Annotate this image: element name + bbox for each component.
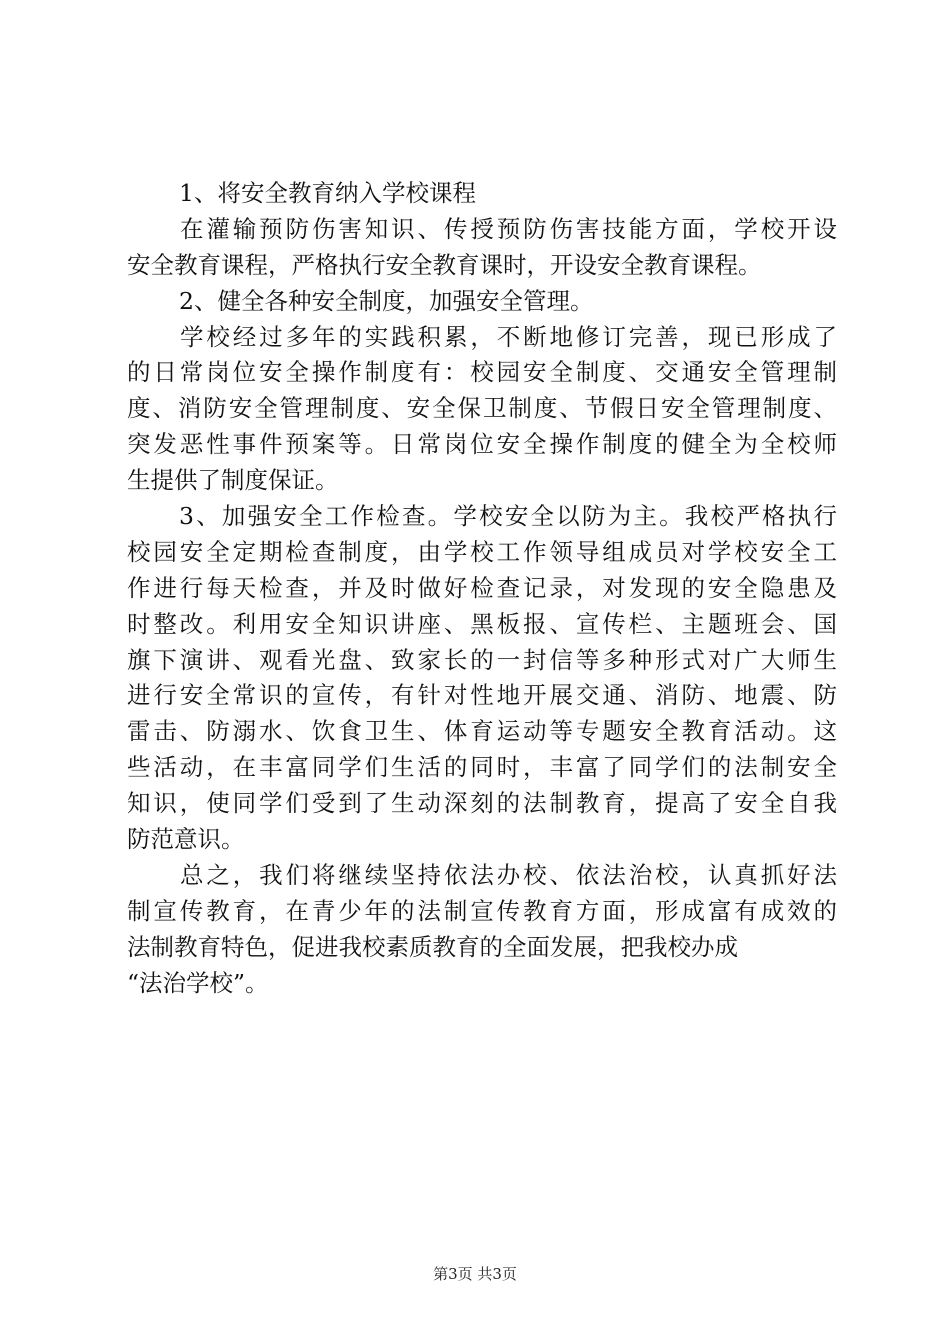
text-line: 度、消防安全管理制度、安全保卫制度、节假日安全管理制度、 xyxy=(127,394,837,423)
text-line: 校园安全定期检查制度，由学校工作领导组成员对学校安全工 xyxy=(127,537,837,566)
document-body xyxy=(127,176,837,1001)
conclusion-line: 总之，我们将继续坚持依法办校、依法治校，认真抓好法 xyxy=(180,860,837,889)
text-line: 法制教育特色，促进我校素质教育的全面发展，把我校办成 xyxy=(127,932,738,961)
text-line: 知识，使同学们受到了生动深刻的法制教育，提高了安全自我 xyxy=(127,789,837,818)
text-line: 突发恶性事件预案等。日常岗位安全操作制度的健全为全校师 xyxy=(127,430,837,459)
text-line: 学校经过多年的实践积累，不断地修订完善，现已形成了 xyxy=(180,322,837,351)
text-line: 在灌输预防伤害知识、传授预防伤害技能方面，学校开设 xyxy=(180,214,837,243)
text-line: 些活动，在丰富同学们生活的同时，丰富了同学们的法制安全 xyxy=(127,753,837,782)
text-line: 雷击、防溺水、饮食卫生、体育运动等专题安全教育活动。这 xyxy=(127,717,837,746)
text-line: 进行安全常识的宣传，有针对性地开展交通、消防、地震、防 xyxy=(127,681,837,710)
text-line: “法治学校”。 xyxy=(127,968,269,997)
heading-1: 1、将安全教育纳入学校课程 xyxy=(179,179,476,207)
page-number: 第3页 共3页 xyxy=(433,1265,517,1283)
text-line: 防范意识。 xyxy=(127,825,245,854)
text-line: 旗下演讲、观看光盘、致家长的一封信等多种形式对广大师生 xyxy=(127,645,837,674)
heading-3: 3、加强安全工作检查。学校安全以防为主。我校严格执行 xyxy=(179,502,837,531)
text-line: 的日常岗位安全操作制度有：校园安全制度、交通安全管理制 xyxy=(127,358,837,387)
text-line: 安全教育课程，严格执行安全教育课时，开设安全教育课程。 xyxy=(127,250,762,279)
text-line: 作进行每天检查，并及时做好检查记录，对发现的安全隐患及 xyxy=(127,573,837,602)
text-line: 时整改。利用安全知识讲座、黑板报、宣传栏、主题班会、国 xyxy=(127,609,837,638)
text-line: 生提供了制度保证。 xyxy=(127,466,339,495)
text-line: 制宣传教育，在青少年的法制宣传教育方面，形成富有成效的 xyxy=(127,896,837,925)
heading-2: 2、健全各种安全制度，加强安全管理。 xyxy=(179,286,594,315)
